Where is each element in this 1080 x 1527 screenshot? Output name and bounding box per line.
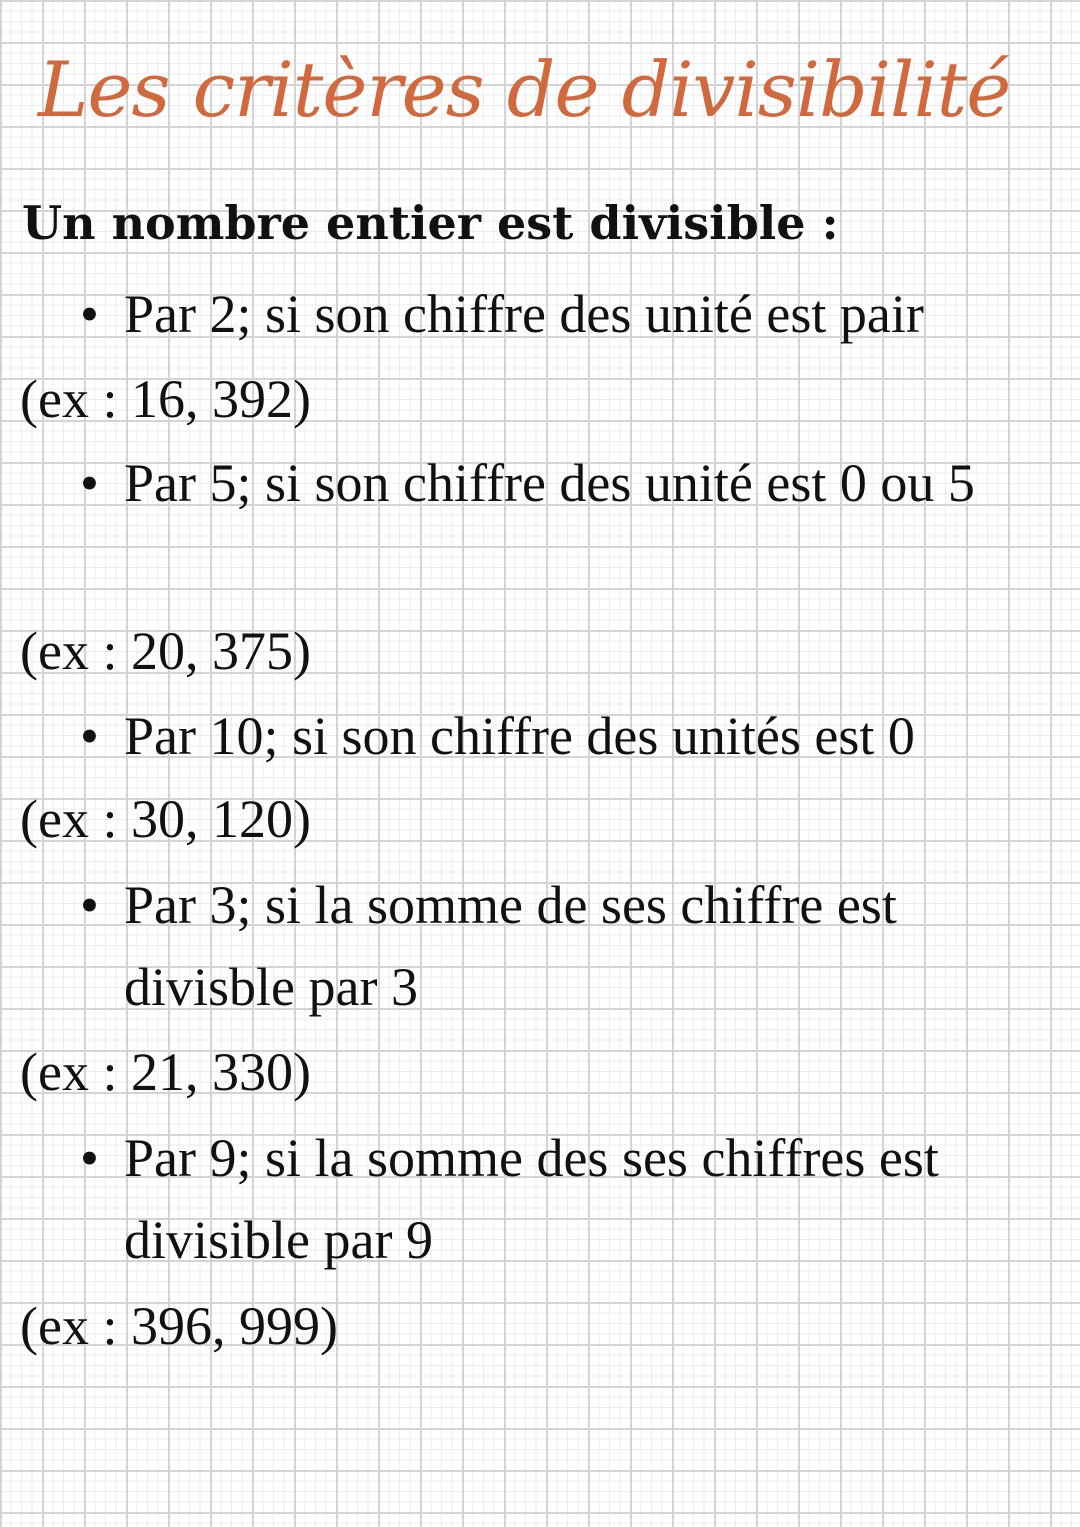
example-divisible-by-5: (ex : 20, 375) xyxy=(20,621,311,681)
example-divisible-by-2: (ex : 16, 392) xyxy=(20,369,311,429)
rule-divisible-by-3 xyxy=(80,864,1050,1028)
page-title: Les critères de divisibilité xyxy=(38,45,1011,134)
bullet-icon: • xyxy=(80,453,99,513)
rule-text: Par 3; si la somme de ses chiffre est divisble par 3 xyxy=(124,875,897,1017)
example-divisible-by-9: (ex : 396, 999) xyxy=(20,1296,338,1356)
bullet-icon: • xyxy=(80,706,99,766)
example-divisible-by-10: (ex : 30, 120) xyxy=(20,789,311,849)
rule-text: Par 9; si la somme des ses chiffres est divisible par 9 xyxy=(124,1128,939,1270)
bullet-icon: • xyxy=(80,875,99,935)
rule-divisible-by-9 xyxy=(80,1117,1050,1281)
example-divisible-by-3: (ex : 21, 330) xyxy=(20,1042,311,1102)
bullet-icon: • xyxy=(80,1128,99,1188)
rule-text: Par 5; si son chiffre des unité est 0 ou 5 xyxy=(124,453,975,513)
intro-statement: Un nombre entier est divisible : xyxy=(22,196,839,250)
rule-text: Par 10; si son chiffre des unités est 0 xyxy=(124,706,915,766)
rule-divisible-by-5 xyxy=(80,442,1050,524)
rule-divisible-by-2 xyxy=(80,273,1050,355)
rule-divisible-by-10 xyxy=(80,695,1050,777)
rule-text: Par 2; si son chiffre des unité est pair xyxy=(124,284,924,344)
bullet-icon: • xyxy=(80,284,99,344)
